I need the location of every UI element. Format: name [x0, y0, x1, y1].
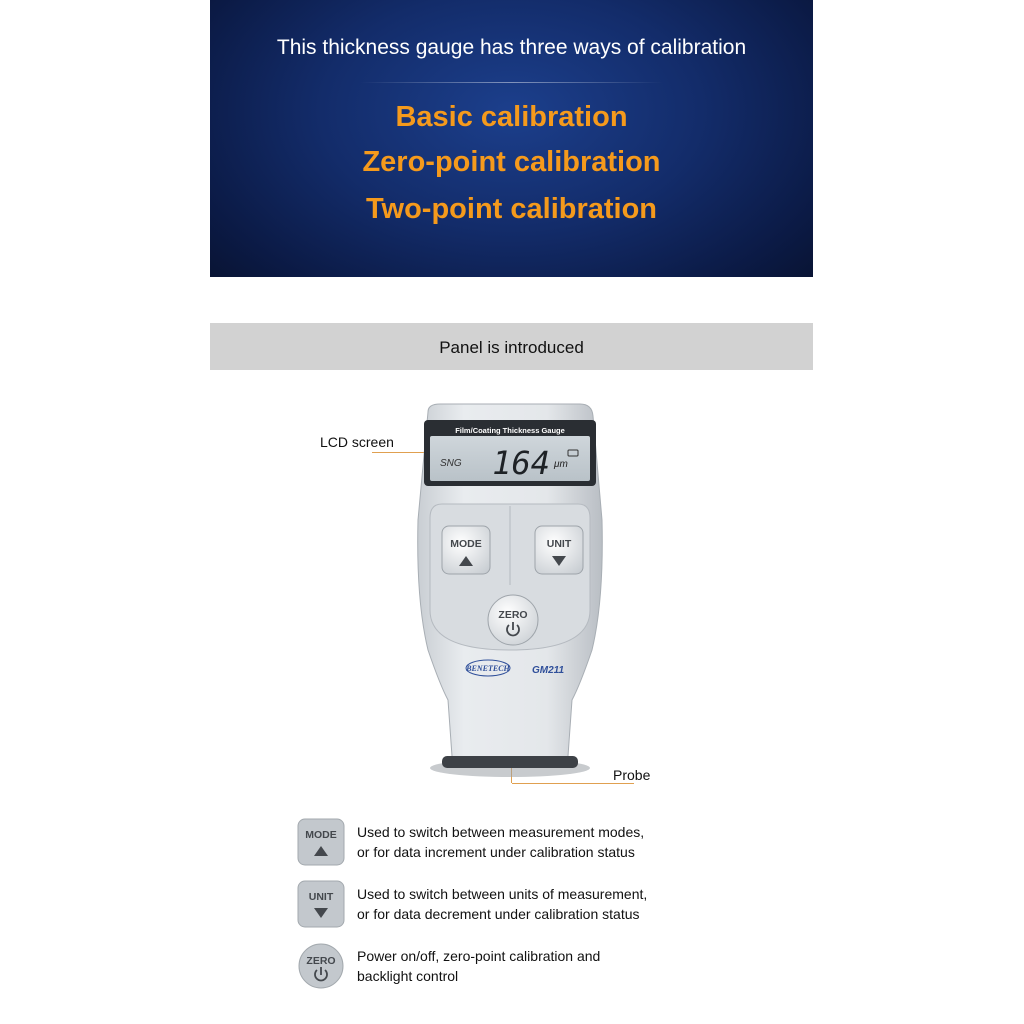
- zero-button[interactable]: [488, 595, 538, 645]
- mode-button[interactable]: [442, 526, 490, 574]
- zero-description: [357, 946, 717, 986]
- unit-button-label: UNIT: [546, 538, 572, 550]
- method-zero-point: Zero-point calibration: [362, 146, 661, 178]
- zero-button-label: ZERO: [498, 609, 528, 621]
- mode-key-label: MODE: [305, 829, 337, 841]
- method-two-point: Two-point calibration: [365, 193, 658, 225]
- zero-description-line: Power on/off, zero-point calibration and: [357, 948, 601, 964]
- lcd-screen-title: Film/Coating Thickness Gauge: [455, 426, 565, 435]
- unit-button[interactable]: [535, 526, 583, 574]
- banner-divider: [360, 82, 663, 83]
- model-number: GM211: [531, 665, 565, 676]
- mode-description-line: or for data increment under calibration status: [357, 844, 635, 860]
- section-title: Panel is introduced: [439, 338, 584, 357]
- mode-description: [357, 822, 717, 862]
- mode-key-icon: [297, 818, 345, 866]
- zero-description-line: backlight control: [357, 968, 459, 984]
- method-basic: Basic calibration: [395, 101, 628, 133]
- mode-button-label: MODE: [450, 538, 482, 550]
- mode-description-line: Used to switch between measurement modes,: [357, 824, 645, 840]
- unit-key-label: UNIT: [308, 891, 334, 903]
- lcd-reading: 164: [492, 444, 550, 482]
- banner-tagline: This thickness gauge has three ways of calibration: [276, 36, 747, 59]
- brand-logo: BENETECH: [466, 664, 510, 673]
- zero-key-label: ZERO: [306, 955, 336, 967]
- zero-key-icon: [297, 942, 345, 990]
- unit-key-icon: [297, 880, 345, 928]
- section-header: [210, 323, 813, 370]
- calibration-banner: [210, 0, 813, 277]
- lcd-callout-label: LCD screen: [320, 434, 394, 450]
- lcd-mode-indicator: SNG: [440, 458, 462, 469]
- probe-callout-label: Probe: [613, 767, 651, 783]
- unit-description-line: Used to switch between units of measurement,: [357, 886, 648, 902]
- unit-description-line: or for data decrement under calibration status: [357, 906, 640, 922]
- unit-description: [357, 884, 717, 924]
- thickness-gauge-device: [380, 400, 640, 790]
- lcd-unit: μm: [554, 459, 568, 470]
- probe-base: [442, 756, 578, 768]
